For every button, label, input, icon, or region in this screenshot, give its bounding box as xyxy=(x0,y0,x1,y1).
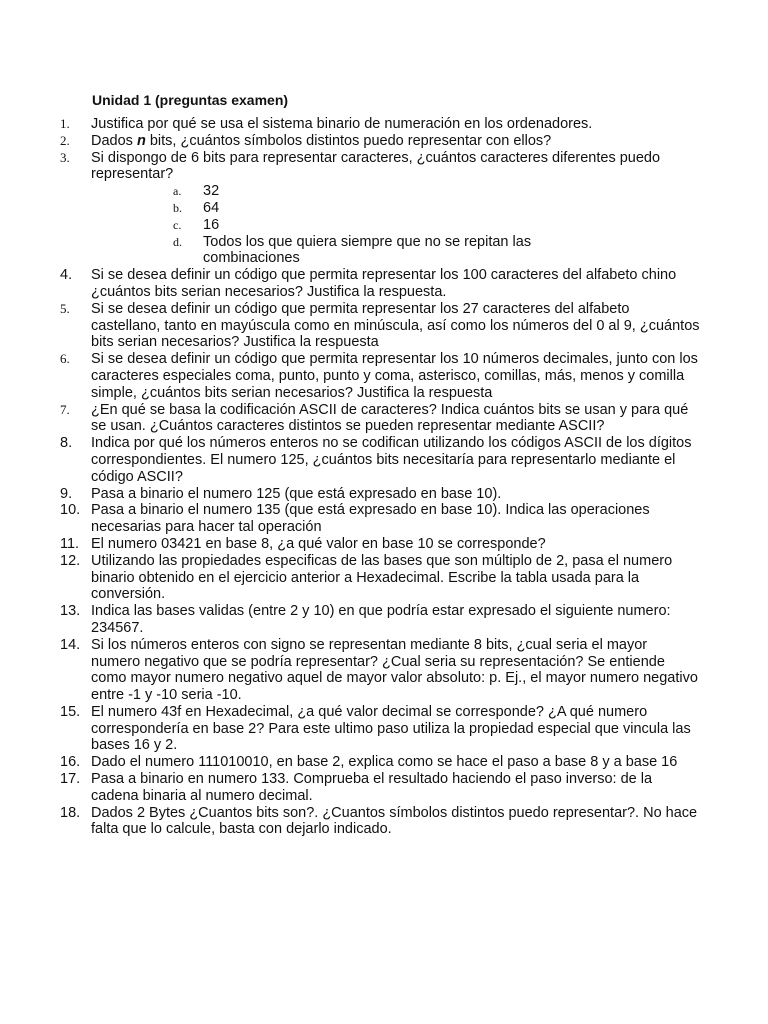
question-2 xyxy=(60,133,700,150)
question-number: 15. xyxy=(60,703,81,720)
question-number: 8. xyxy=(60,435,73,452)
question-number: 7. xyxy=(60,401,70,417)
question-text-post: bits, ¿cuántos símbolos distintos puedo representar con ellos? xyxy=(145,132,552,149)
question-number: 9. xyxy=(60,485,73,502)
question-text-variable: n xyxy=(136,132,146,149)
document-title: Unidad 1 (preguntas examen) xyxy=(92,92,289,108)
question-text: Si dispongo de 6 bits para representar caracteres, ¿cuántos caracteres diferentes puedo representar? xyxy=(91,149,661,183)
question-number: 13. xyxy=(60,603,81,620)
question-text: Dados 2 Bytes ¿Cuantos bits son?. ¿Cuantos símbolos distintos puedo representar?. No hace falta que lo calcule, basta con dejarlo indicado. xyxy=(91,804,698,838)
question-8 xyxy=(60,435,700,485)
question-text: Si los números enteros con signo se representan mediante 8 bits, ¿cual seria el mayor numero negativo que se podría representar? ¿Cual seria su representación? Se entiende como mayor numero negativo aquel de mayor valor absoluto: p. Ej., el mayor numero negativo entre -1 y -10 seria -10. xyxy=(91,636,698,704)
question-4 xyxy=(60,267,700,301)
question-number: 14. xyxy=(60,636,81,653)
question-text: Justifica por qué se usa el sistema binario de numeración en los ordenadores. xyxy=(91,116,593,132)
option-a xyxy=(173,183,700,200)
option-b xyxy=(173,200,700,217)
option-text: 64 xyxy=(203,199,220,216)
question-9 xyxy=(60,486,700,503)
question-text: ¿En qué se basa la codificación ASCII de caracteres? Indica cuántos bits se usan y para qué se usan. ¿Cuántos caracteres distintos se pueden representar mediante ASCII? xyxy=(91,401,689,435)
question-text: El numero 03421 en base 8, ¿a qué valor en base 10 se corresponde? xyxy=(91,535,546,552)
question-12 xyxy=(60,553,700,603)
question-3 xyxy=(60,150,700,184)
option-text: 32 xyxy=(203,183,220,200)
question-text: Si se desea definir un código que permita representar los 100 caracteres del alfabeto chino ¿cuántos bits serian necesarios? Justifica la respuesta. xyxy=(91,267,677,300)
question-7 xyxy=(60,402,700,436)
question-number: 2. xyxy=(60,132,70,148)
question-1 xyxy=(60,116,700,133)
question-11 xyxy=(60,536,700,553)
option-text: 16 xyxy=(203,216,220,233)
question-text xyxy=(91,133,700,150)
question-14 xyxy=(60,637,700,704)
question-list xyxy=(60,116,700,838)
question-13 xyxy=(60,603,700,637)
question-text: Pasa a binario el numero 125 (que está expresado en base 10). xyxy=(91,485,502,502)
question-number: 18. xyxy=(60,804,81,821)
question-16 xyxy=(60,754,700,771)
option-d xyxy=(173,234,700,268)
question-number: 11. xyxy=(60,535,80,552)
question-10 xyxy=(60,502,700,536)
question-number: 5. xyxy=(60,300,70,316)
question-number: 1. xyxy=(60,116,70,131)
question-18 xyxy=(60,805,700,839)
question-text: Pasa a binario el numero 135 (que está expresado en base 10). Indica las operaciones necesarias para hacer tal operación xyxy=(91,502,650,536)
question-text: Pasa a binario en numero 133. Comprueba el resultado haciendo el paso inverso: de la cadena binaria al numero decimal. xyxy=(91,771,653,804)
question-number: 4. xyxy=(60,267,73,284)
question-text: El numero 43f en Hexadecimal, ¿a qué valor decimal se corresponde? ¿A qué numero correspondería en base 2? Para este ultimo paso utiliza la propiedad especial que vincula las bases 16 y 2. xyxy=(91,703,691,754)
question-text: Si se desea definir un código que permita representar los 10 números decimales, junto con los caracteres especiales coma, punto, punto y coma, asterisco, comillas, más, menos y comilla simple, ¿cuántos bits serian necesarios? Justifica la respuesta xyxy=(91,351,698,401)
question-number: 16. xyxy=(60,754,81,771)
question-6 xyxy=(60,351,700,401)
question-text: Si se desea definir un código que permita representar los 27 caracteres del alfabeto castellano, tanto en mayúscula como en minúscula, así como los números del 0 al 9, ¿cuántos bits serian necesarios? Justifica la respuesta xyxy=(91,300,700,351)
question-text: Indica por qué los números enteros no se codifican utilizando los códigos ASCII de los dígitos correspondientes. El numero 125, ¿cuántos bits necesitaría para representarlo mediante el código ASCII? xyxy=(91,435,692,485)
question-5 xyxy=(60,301,700,351)
option-letter: a. xyxy=(173,184,182,199)
option-letter: d. xyxy=(173,234,182,249)
option-letter: b. xyxy=(173,200,182,215)
question-number: 10. xyxy=(60,502,81,519)
option-text: Todos los que quiera siempre que no se repitan las combinaciones xyxy=(203,233,532,267)
question-text-pre: Dados xyxy=(91,132,137,149)
option-c xyxy=(173,217,700,234)
question-15 xyxy=(60,704,700,754)
question-number: 12. xyxy=(60,552,81,569)
question-17 xyxy=(60,771,700,805)
question-text: Utilizando las propiedades especificas de las bases que son múltiplo de 2, pasa el numero binario obtenido en el ejercicio anterior a Hexadecimal. Escribe la tabla usada para la conversión. xyxy=(91,552,673,603)
question-text: Indica las bases validas (entre 2 y 10) en que podría estar expresado el siguiente numero: 234567. xyxy=(91,603,671,636)
question-number: 3. xyxy=(60,149,70,165)
option-letter: c. xyxy=(173,217,182,232)
question-number: 17. xyxy=(60,771,81,788)
question-text: Dado el numero 111010010, en base 2, explica como se hace el paso a base 8 y a base 16 xyxy=(91,754,678,771)
question-number: 6. xyxy=(60,351,70,367)
